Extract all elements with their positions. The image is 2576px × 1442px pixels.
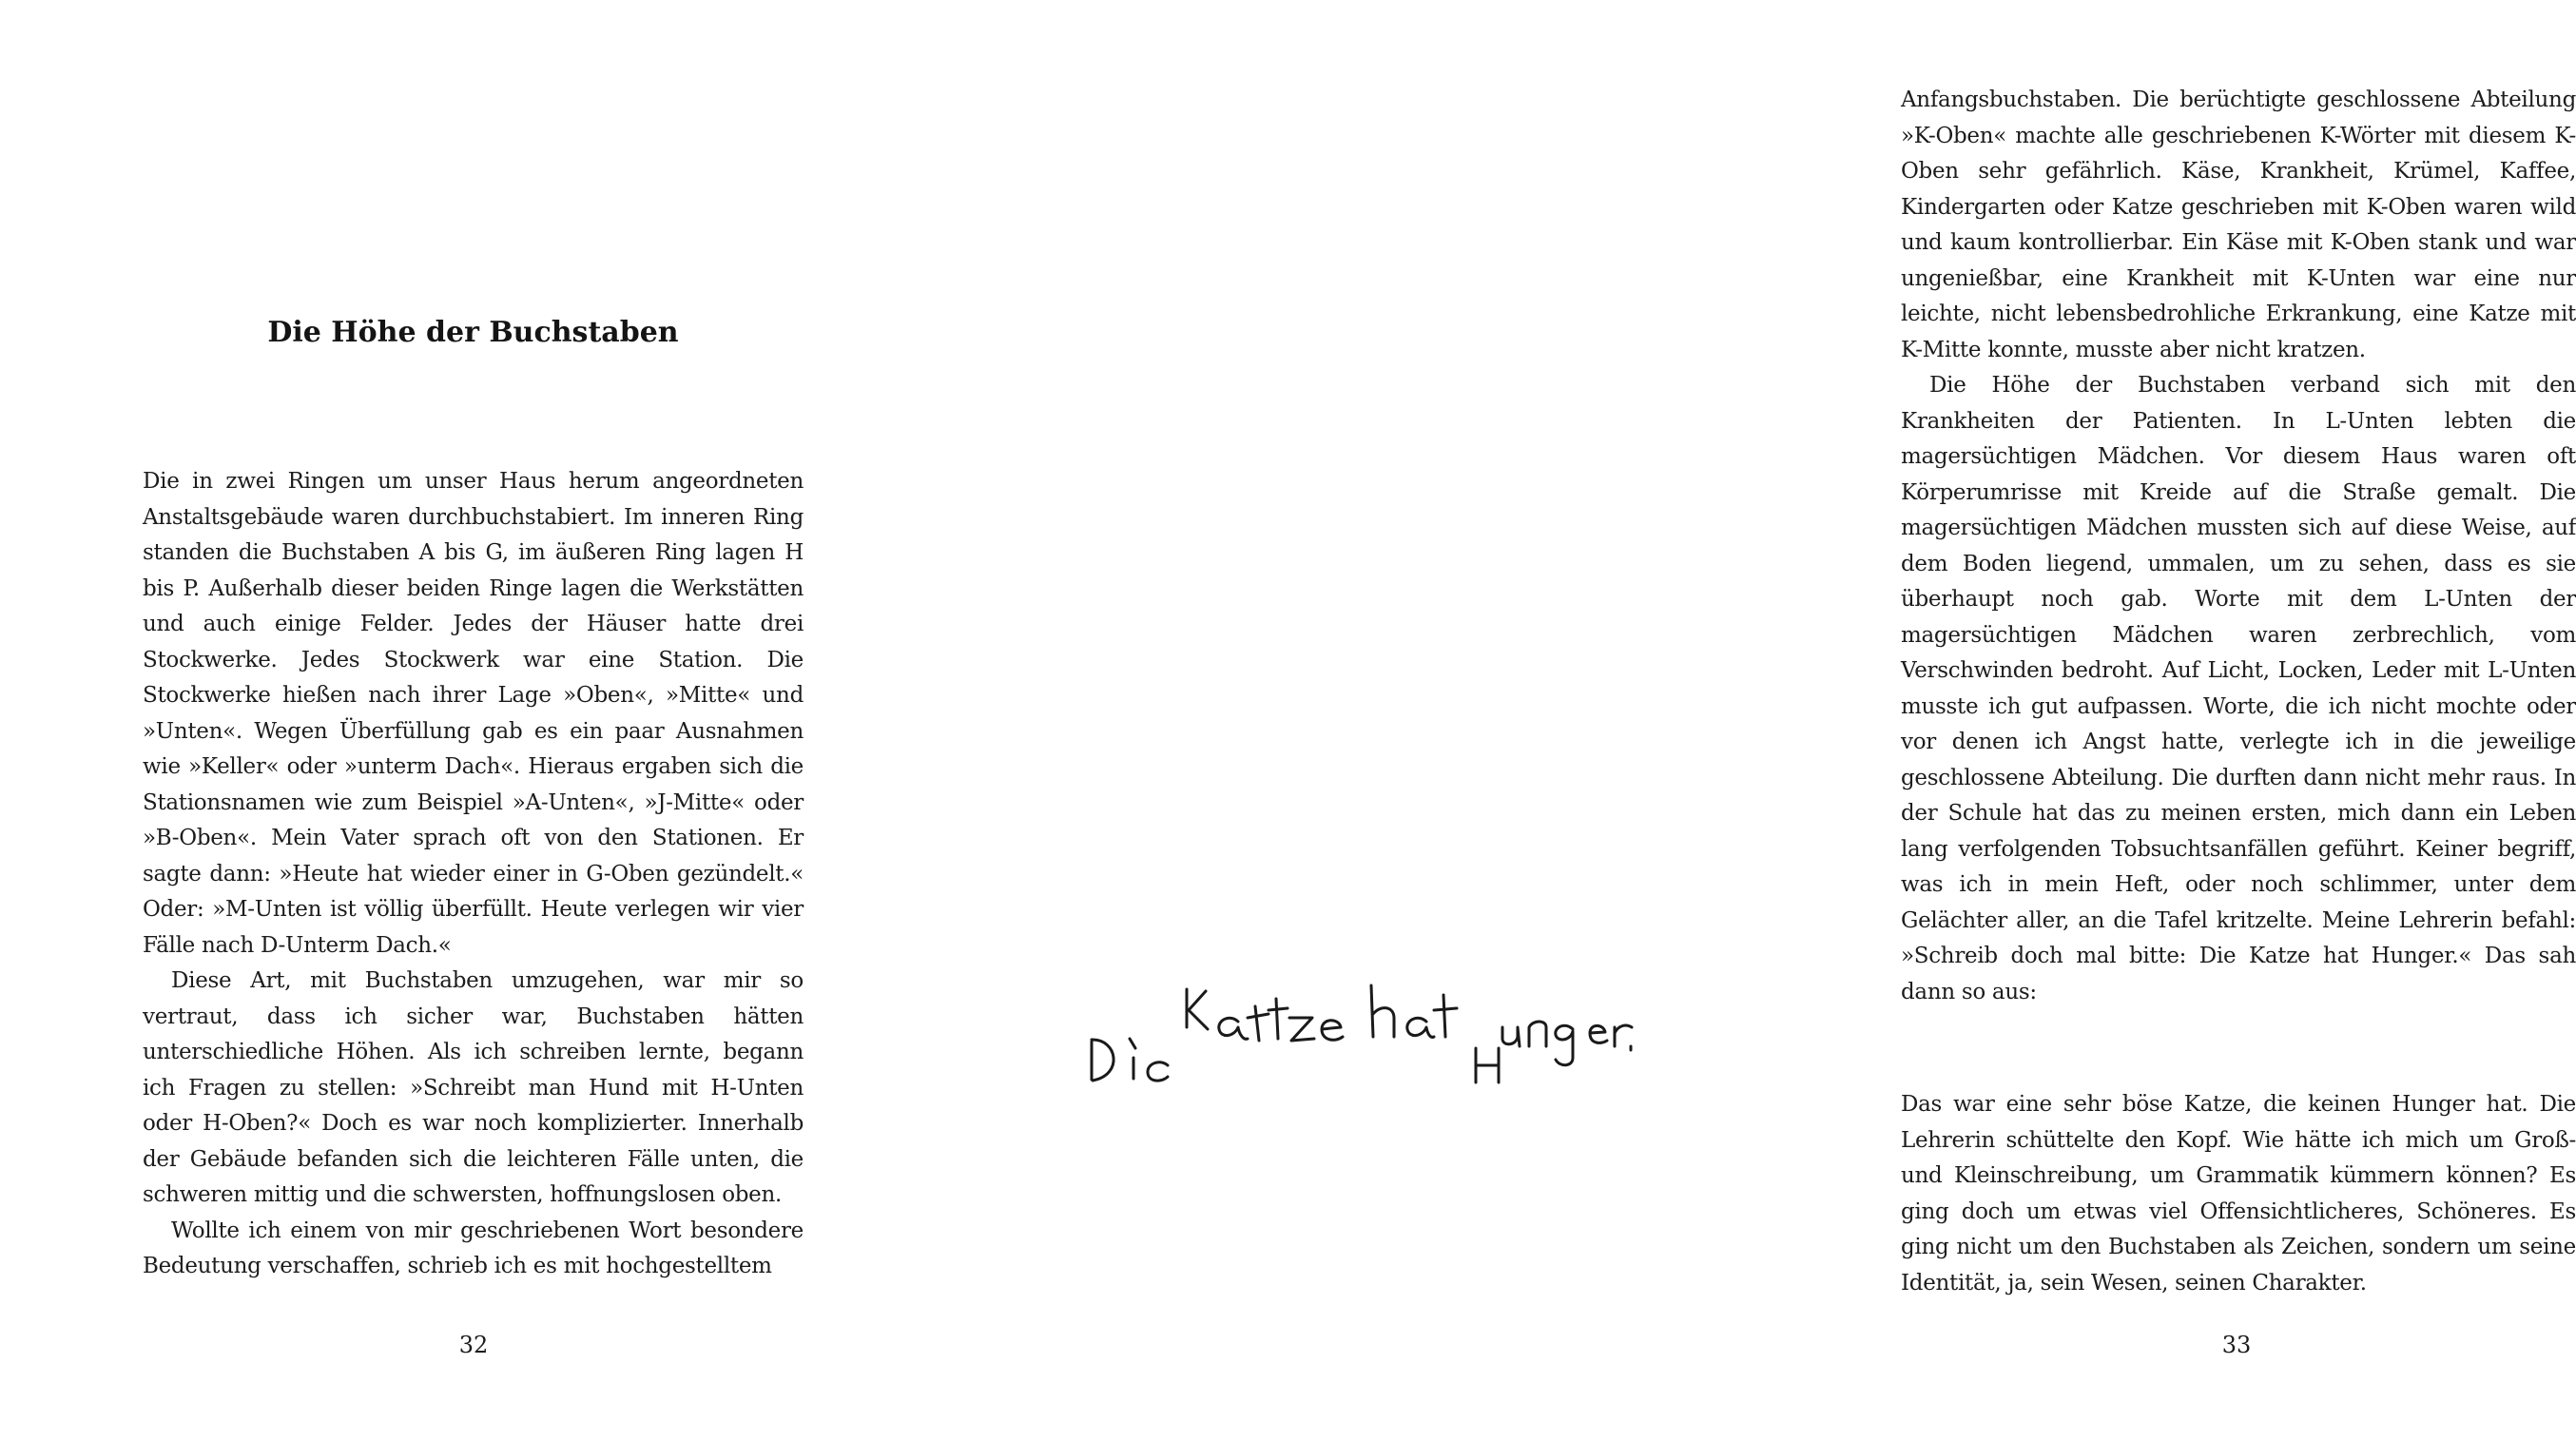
page-number-right: 33	[2221, 1332, 2252, 1358]
right-page-text-bottom	[1901, 1087, 2576, 1301]
paragraph: Die Höhe der Buchstaben verband sich mit den Krankheiten der Patienten. In L-Unten lebten die magersüchtigen Mädchen. Vor diesem Haus waren oft Körperumrisse mit Kreide auf die Straße gemalt. Die magersüchtigen Mädchen mussten sich auf diese Weise, auf dem Boden liegend, ummalen, um zu sehen, dass es sie überhaupt noch gab. Worte mit dem L-Unten der magersüchtigen Mädchen waren zerbrechlich, vom Verschwinden bedroht. Auf Licht, Locken, Leder mit L-Unten musste ich gut aufpassen. Worte, die ich nicht mochte oder vor denen ich Angst hatte, verlegte ich in die jeweilige geschlossene Abteilung. Die durften dann nicht mehr raus. In der Schule hat das zu meinen ersten, mich dann ein Leben lang verfolgenden Tobsuchtsanfällen geführt. Keiner begriff, was ich in mein Heft, oder noch schlimmer, unter dem Gelächter aller, an die Tafel kritzelte. Meine Lehrerin befahl: »Schreib doch mal bitte: Die Katze hat Hunger.« Das sah dann so aus:	[1901, 373, 2576, 1004]
left-page-text	[143, 464, 804, 1285]
chapter-title: Die Höhe der Buchstaben	[267, 316, 679, 349]
paragraph: Die in zwei Ringen um unser Haus herum angeordneten Anstaltsgebäude waren durchbuchstabiert. Im inneren Ring standen die Buchstaben A bis G, im äußeren Ring lagen H bis P. Außerhalb dieser beiden Ringe lagen die Werkstätten und auch einige Felder. Jedes der Häuser hatte drei Stockwerke. Jedes Stockwerk war eine Station. Die Stockwerke hießen nach ihrer Lage »Oben«, »Mitte« und »Unten«. Wegen Überfüllung gab es ein paar Ausnahmen wie »Keller« oder »unterm Dach«. Hieraus ergaben sich die Stationsnamen wie zum Beispiel »A-Unten«, »J-Mitte« oder »B-Oben«. Mein Vater sprach oft von den Stationen. Er sagte dann: »Heute hat wieder einer in G-Oben gezündelt.« Oder: »M-Unten ist völlig überfüllt. Heute verlegen wir vier Fälle nach D-Unterm Dach.«	[143, 469, 804, 958]
handwritten-word-katze	[1187, 989, 1343, 1041]
handwritten-word-die	[1092, 1039, 1168, 1081]
right-page	[905, 0, 2576, 1442]
page-number-left: 32	[458, 1332, 489, 1358]
paragraph: Das war eine sehr böse Katze, die keinen Hunger hat. Die Lehrerin schüttelte den Kopf. Wie hätte ich mich um Groß- und Kleinschreibung, um Grammatik kümmern können? Es ging doch um etwas viel Offensichtlicheres, Schöneres. Es ging nicht um den Buchstaben als Zeichen, sondern um seine Identität, ja, sein Wesen, seinen Charakter.	[1901, 1092, 2576, 1296]
handwritten-word-hunger	[1476, 1022, 1632, 1082]
paragraph: Wollte ich einem von mir geschriebenen Wort besondere Bedeutung verschaffen, schrieb ich es mit hochgestelltem	[143, 1218, 804, 1278]
paragraph: Anfangsbuchstaben. Die berüchtigte geschlossene Abteilung »K-Oben« machte alle geschriebenen K-Wörter mit diesem K-Oben sehr gefährlich. Käse, Krankheit, Krümel, Kaffee, Kindergarten oder Katze geschrieben mit K-Oben waren wild und kaum kontrollierbar. Ein Käse mit K-Oben stank und war ungenießbar, eine Krankheit mit K-Unten war eine nur leichte, nicht lebensbedrohliche Erkrankung, eine Katze mit K-Mitte konnte, musste aber nicht kratzen.	[1901, 88, 2576, 362]
right-page-text-top	[1901, 83, 2576, 1010]
handwritten-word-hat	[1371, 985, 1457, 1037]
handwritten-sentence	[1084, 980, 1636, 1089]
left-page	[0, 0, 905, 1442]
paragraph: Diese Art, mit Buchstaben umzugehen, war mir so vertraut, dass ich sicher war, Buchstaben hätten unterschiedliche Höhen. Als ich schreiben lernte, begann ich Fragen zu stellen: »Schreibt man Hund mit H-Unten oder H-Oben?« Doch es war noch komplizierter. Innerhalb der Gebäude befanden sich die leichteren Fälle unten, die schweren mittig und die schwersten, hoffnungslosen oben.	[143, 968, 804, 1207]
